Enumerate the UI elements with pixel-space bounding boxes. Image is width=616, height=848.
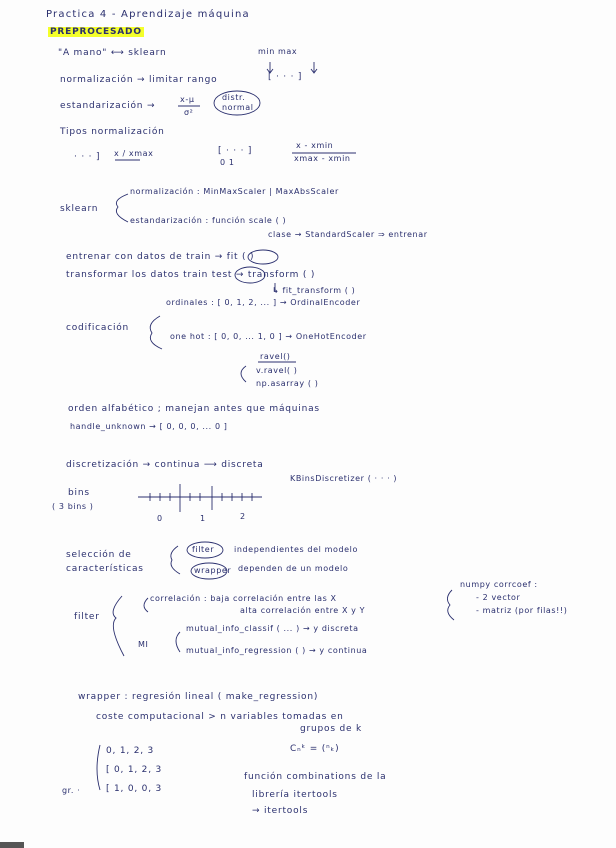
note-line: dependen de un modelo [238, 564, 349, 573]
note-line: correlación : baja correlación entre las X [150, 594, 337, 603]
note-line: función combinations de la [244, 772, 387, 782]
note-line: independientes del modelo [234, 545, 358, 554]
note-line: normalización → limitar rango [60, 75, 218, 85]
note-line: librería itertools [252, 790, 338, 800]
note-line: v.ravel( ) [256, 366, 298, 375]
note-line: ↳ fit_transform ( ) [272, 286, 356, 295]
note-line: - matriz (por filas!!) [476, 606, 568, 615]
note-line: [ 0, 1, 2, 3 [106, 765, 163, 775]
note-line: transformar los datos train test → transform ( ) [66, 270, 316, 280]
page-title: Practica 4 - Aprendizaje máquina [46, 9, 250, 20]
note-line: entrenar con datos de train → fit ( ) [66, 252, 255, 262]
note-line: gr. · [62, 786, 81, 795]
note-line: ravel() [260, 352, 291, 361]
note-line: mutual_info_classif ( ... ) → y discreta [186, 624, 359, 633]
note-line: 0, 1, 2, 3 [106, 746, 155, 756]
note-line: one hot : [ 0, 0, ... 1, 0 ] → OneHotEncoder [170, 332, 367, 341]
note-line: codificación [66, 323, 130, 333]
note-line: KBinsDiscretizer ( · · · ) [290, 474, 398, 483]
note-line: discretización → continua ⟶ discreta [66, 460, 264, 470]
note-line: características [66, 564, 144, 574]
note-line: bins [68, 488, 90, 498]
formula: Cₙᵏ = (ⁿₖ) [290, 744, 340, 754]
note-line: handle_unknown → [ 0, 0, 0, ... 0 ] [70, 422, 228, 431]
note-line: ordinales : [ 0, 1, 2, ... ] → OrdinalEncoder [166, 298, 361, 307]
note-line: - 2 vector [476, 593, 521, 602]
note-line: alta correlación entre X y Y [240, 606, 366, 615]
note-line: filter [74, 612, 100, 622]
note-line: coste computacional > n variables tomadas en [96, 712, 344, 722]
formula-numerator: x - xmin [296, 141, 334, 150]
axis-label: 1 [200, 514, 206, 523]
note-line: numpy corrcoef : [460, 580, 538, 589]
note-line: [ · · · ] [268, 72, 303, 82]
circled-note: distr. normal [222, 93, 254, 112]
note-line: [ · · · ] [218, 146, 253, 156]
note-line: min max [258, 47, 298, 56]
note-line: wrapper : regresión lineal ( make_regression) [78, 692, 319, 702]
note-line: orden alfabético ; manejan antes que máquinas [68, 404, 320, 414]
note-line: [ 1, 0, 0, 3 [106, 784, 163, 794]
formula-denominator: xmax - xmin [294, 154, 351, 163]
note-line: normalización : MinMaxScaler | MaxAbsScaler [130, 187, 339, 196]
axis-label: 0 [157, 514, 163, 523]
formula: x / xmax [114, 149, 154, 158]
note-line: MI [138, 640, 149, 649]
note-line: estandarización : función scale ( ) [130, 216, 287, 225]
note-line: 0 1 [220, 158, 235, 167]
note-line: Tipos normalización [60, 127, 165, 137]
axis-label: 2 [240, 512, 246, 521]
circled-note: wrapper [194, 566, 232, 575]
note-line: ( 3 bins ) [52, 502, 94, 511]
note-line: mutual_info_regression ( ) → y continua [186, 646, 368, 655]
note-line: · · · ] [74, 152, 101, 162]
circled-note: filter [192, 545, 215, 554]
note-line: grupos de k [300, 724, 363, 734]
note-line: np.asarray ( ) [256, 379, 319, 388]
note-line: sklearn [60, 204, 99, 214]
note-line: estandarización → [60, 101, 156, 111]
note-line: clase → StandardScaler ⇒ entrenar [268, 230, 428, 239]
section-heading: PREPROCESADO [50, 27, 142, 37]
formula-numerator: x-μ [180, 95, 195, 104]
note-line: "A mano" ⟷ sklearn [58, 48, 167, 58]
formula-denominator: σ² [184, 108, 194, 117]
scan-edge-mark [0, 842, 24, 848]
note-line: selección de [66, 550, 132, 560]
note-line: → itertools [252, 806, 309, 816]
